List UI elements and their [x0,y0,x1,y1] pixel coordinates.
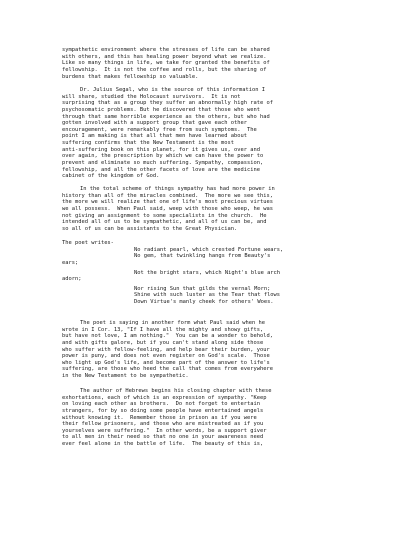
text-line: suffering, are those who heed the call that comes from everywhere [62,366,273,373]
text-line: prevent and eliminate so much suffering. Sympathy, compassion, [62,160,264,167]
text-line: we all possess. When Paul said, weep with those who weep, he was [62,205,273,212]
paragraph-5 [62,388,382,448]
text-line: encouragement, were remarkably free from such symptoms. The [62,126,257,133]
text-line: over again, the prescription by which we can have the power to [62,153,264,160]
poem-line: Not the bright stars, which Night's blue arch [134,269,281,276]
text-line: exhortations, each of which is an expression of sympathy. "Keep [62,394,267,401]
text-line: power is puny, and does not even register on God's scale. Those [62,353,270,360]
text-line: point I am making is that all that men have learned about [62,133,247,140]
paragraph-3 [62,186,382,232]
poem-line-wrap: ears; [62,259,79,266]
text-line: on loving each other as brothers. Do not forget to entertain [62,401,260,408]
text-line: intended all of us to be sympathetic, and all of us can be, and [62,219,267,226]
text-line: not giving an assignment to some specialists in the church. He [62,212,267,219]
text-line: in the New Testament to be sympathetic. [62,373,189,380]
text-line: sympathetic environment where the stresses of life can be shared [62,47,270,53]
text-line: the more we will realize that one of life's most precious virtues [62,199,273,206]
text-line: to all men in their need so that no one in your awareness need [62,434,264,441]
paragraph-2 [62,87,382,180]
poem-line: No gem, that twinkling hangs from Beauty's [134,253,271,260]
text-line: fellowship. It is not the coffee and rolls, but the sharing of [62,66,267,73]
text-line: who suffer with fellow-feeling, and help bear their burden, your [62,346,270,353]
text-line: wrote in I Cor. 13, "If I have all the mighty and showy gifts, [62,326,264,333]
paragraph-1 [62,47,382,80]
text-line: yourselves were suffering." In other words, be a support giver [62,427,267,434]
text-line: will share, studied the Holocaust survivors. It is not [62,93,241,100]
text-line: In the total scheme of things sympathy has had more power in [80,186,275,192]
poem-line: Nor rising Sun that gilds the vernal Morn; [134,285,271,292]
text-line: psychosomatic problems. But he discovered that those who went [62,106,260,113]
text-line: burdens that makes fellowship so valuable. [62,73,199,80]
text-line: Like so many things in life, we take for granted the benefits of [62,60,270,67]
text-line: without knowing it. Remember those in prison as if you were [62,414,257,421]
text-line: Dr. Julius Segal, who is the source of this information I [80,87,265,93]
text-line: ever feel alone in the battle of life. The beauty of this is, [62,441,264,448]
text-line: who light up God's life, and become part of the answer to life's [62,359,270,366]
poem-block [62,240,382,306]
text-line: and with gifts galore, but if you can't stand along side those [62,339,264,346]
text-line: anti-suffering book on this planet, for it gives us, over and [62,146,260,153]
poem-line: No radiant pearl, which crested Fortune wears, [134,246,284,253]
poem-line: Shine with such luster as the Tear that flows [134,292,281,299]
text-line: so all of us can be assistants to the Great Physician. [62,225,238,232]
poem-line-wrap: adorn; [62,276,82,283]
text-line: with others, and this has healing power beyond what we realize. [62,53,267,60]
text-line: cabinet of the kingdom of God. [62,173,160,180]
text-line: their fellow prisoners, and those who are mistreated as if you [62,421,264,428]
text-line: history than all of the miracles combined. The more we see this, [62,192,273,199]
text-line: suffering confirms that the New Testament is the most [62,140,235,147]
text-line: surprising that as a group they suffer an abnormally high rate of [62,100,273,107]
text-line: The poet is saying in another form what Paul said when he [80,320,265,326]
text-line: through that same horrible experience as the others, but who had [62,113,270,120]
text-line: fellowship, and all the other facets of love are the medicine [62,166,260,173]
poem-line: Down Virtue's manly cheek for others' Woes. [134,299,274,306]
text-line: strangers, for by so doing some people have entertained angels [62,407,264,414]
paragraph-4 [62,320,382,380]
text-line: gotten involved with a support group that gave each other [62,120,247,127]
text-line: The author of Hebrews begins his closing chapter with these [80,388,272,394]
text-line: but have not love, I am nothing." You can be a wonder to behold, [62,333,273,340]
poem-intro: The poet writes- [62,240,114,246]
